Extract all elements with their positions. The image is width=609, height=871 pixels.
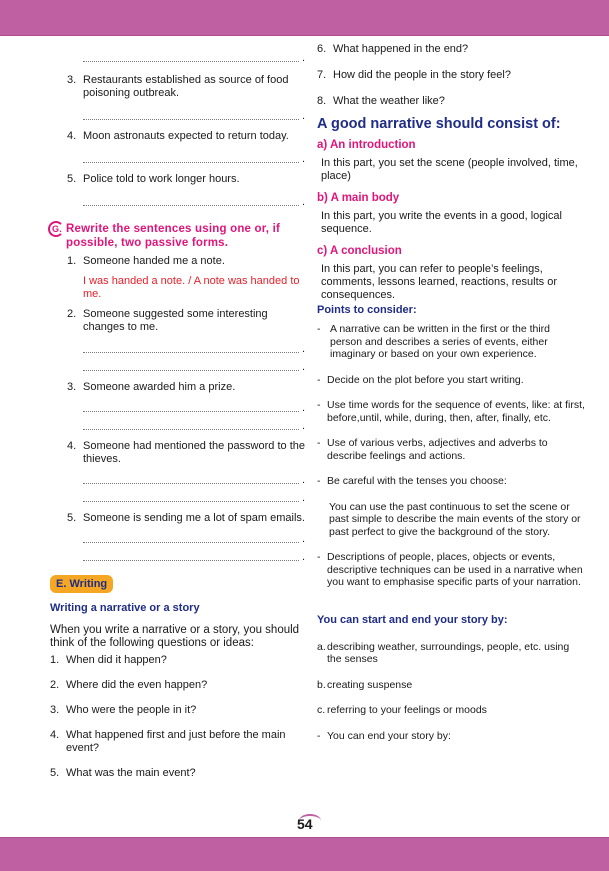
part-body-conclusion: In this part, you can refer to people’s feelings, comments, lessons learned, reactions, results or consequences. <box>321 263 557 301</box>
part-title-conclusion: c) A conclusion <box>317 245 402 257</box>
part-body-main-body: In this part, you write the events in a good, logical sequence. <box>321 210 562 235</box>
point-text: A narrative can be written in the first or the third person and describes a series of events, either imaginary or based on your own experience. <box>330 323 551 360</box>
page-number: 54 <box>297 816 313 832</box>
item-number: 5. <box>67 173 77 185</box>
item-number: 4. <box>50 729 60 741</box>
item-number: 5. <box>50 767 60 779</box>
item-text: Someone had mentioned the password to the thieves. <box>83 440 305 465</box>
point-5 <box>317 475 585 488</box>
item-text: creating suspense <box>327 678 413 691</box>
answer-line[interactable] <box>83 494 299 502</box>
dash-bullet: - <box>317 729 321 742</box>
answer-line[interactable] <box>83 54 299 62</box>
item-text: When did it happen? <box>66 654 167 666</box>
item-text: What the weather like? <box>333 95 445 107</box>
answer-line[interactable] <box>83 553 299 561</box>
question-4 <box>50 729 305 755</box>
question-8 <box>317 95 585 108</box>
dash-bullet: - <box>317 323 321 335</box>
item-number: 4. <box>67 440 77 452</box>
item-number: 2. <box>50 679 60 691</box>
item-text: describing weather, surroundings, people, etc. using the senses <box>327 640 570 665</box>
right-column <box>317 44 585 742</box>
answer-line[interactable] <box>83 112 299 120</box>
narrative-heading: A good narrative should consist of: <box>317 116 561 132</box>
answer-line[interactable] <box>83 345 299 353</box>
prev-item-3 <box>67 74 305 100</box>
part-title-main-body: b) A main body <box>317 192 400 204</box>
point-text: Use time words for the sequence of events, like: at first, before,until, while, during, then, after, finally, etc. <box>327 399 585 424</box>
item-text: What happened first and just before the main event? <box>66 729 286 754</box>
item-text: referring to your feelings or moods <box>327 704 487 716</box>
item-text: Who were the people in it? <box>66 704 197 716</box>
g-item-5 <box>67 512 305 525</box>
start-item-a <box>317 641 585 666</box>
item-number: 3. <box>50 704 60 716</box>
prev-item-5 <box>67 173 305 186</box>
question-6 <box>317 43 585 56</box>
item-text: Someone suggested some interesting changes to me. <box>83 308 268 333</box>
item-text: Restaurants established as source of food poisoning outbreak. <box>83 74 289 99</box>
item-text: Moon astronauts expected to return today. <box>83 130 289 142</box>
exercise-g-heading <box>48 222 305 250</box>
answer-line[interactable] <box>83 476 299 484</box>
point-text: Decide on the plot before you start writing. <box>327 373 524 386</box>
item-text: Someone is sending me a lot of spam emails. <box>83 512 305 524</box>
item-text: Police told to work longer hours. <box>83 173 240 185</box>
start-item-c <box>317 704 585 717</box>
start-item-b <box>317 679 585 692</box>
answer-line[interactable] <box>83 422 299 430</box>
answer-line[interactable] <box>83 198 299 206</box>
writing-intro: When you write a narrative or a story, you should think of the following questions or ideas: <box>50 624 300 649</box>
question-1 <box>50 654 305 667</box>
item-number: 5. <box>67 512 77 524</box>
item-text: What happened in the end? <box>333 43 469 55</box>
point-6 <box>317 551 585 589</box>
writing-section <box>50 574 305 593</box>
end-line <box>317 730 585 743</box>
point-text: Be careful with the tenses you choose: <box>327 475 507 487</box>
answer-line[interactable] <box>83 535 299 543</box>
points-heading: Points to consider: <box>317 304 417 316</box>
question-5 <box>50 767 305 780</box>
question-2 <box>50 679 305 692</box>
writing-column <box>50 574 305 780</box>
g-item-1 <box>67 255 305 268</box>
item-text: How did the people in the story feel? <box>333 69 511 81</box>
example-answer: I was handed a note. / A note was handed to me. <box>83 275 300 300</box>
exercise-instruction: Rewrite the sentences using one or, if possible, two passive forms. <box>66 223 281 249</box>
bottom-color-band <box>0 837 609 871</box>
item-text: Where did the even happen? <box>66 679 208 691</box>
item-number: 3. <box>67 381 77 393</box>
point-text: Descriptions of people, places, objects or events, descriptive techniques can be used in a narrative when you want to emphasise specific parts of your narration. <box>327 551 583 588</box>
question-3 <box>50 704 305 717</box>
dash-bullet: - <box>317 551 321 563</box>
item-number: 1. <box>50 654 60 666</box>
end-line-text: You can end your story by: <box>327 729 451 742</box>
exercise-letter: G. <box>52 224 62 234</box>
g-item-3 <box>67 381 305 394</box>
item-text: Someone handed me a note. <box>83 255 225 267</box>
section-badge: E. Writing <box>50 575 113 593</box>
point-2 <box>317 374 585 387</box>
writing-subheading: Writing a narrative or a story <box>50 602 200 614</box>
item-label: b. <box>317 678 326 691</box>
point-3 <box>317 399 585 424</box>
item-number: 1. <box>67 255 77 267</box>
item-number: 7. <box>317 69 327 81</box>
item-number: 8. <box>317 95 327 107</box>
item-number: 4. <box>67 130 77 142</box>
item-text: What was the main event? <box>66 767 196 779</box>
point-4 <box>317 437 585 462</box>
question-7 <box>317 69 585 82</box>
item-label: c. <box>317 704 326 716</box>
dash-bullet: - <box>317 373 321 386</box>
dash-bullet: - <box>317 475 321 487</box>
answer-line[interactable] <box>83 363 299 371</box>
item-number: 6. <box>317 43 327 55</box>
g-item-2 <box>67 308 305 334</box>
dash-bullet: - <box>317 399 321 411</box>
top-color-band <box>0 0 609 36</box>
item-number: 3. <box>67 74 77 86</box>
item-number: 2. <box>67 308 77 320</box>
exercise-letter-badge <box>48 221 63 236</box>
tenses-note: You can use the past continuous to set the scene or past simple to describe the main events of the story or past perfect to give the background of the story. <box>329 500 581 538</box>
left-column <box>50 44 305 561</box>
answer-line[interactable] <box>83 404 299 412</box>
start-end-heading: You can start and end your story by: <box>317 613 508 626</box>
part-title-introduction: a) An introduction <box>317 139 416 151</box>
part-body-introduction: In this part, you set the scene (people involved, time, place) <box>321 157 578 182</box>
point-text: Use of various verbs, adjectives and adverbs to describe feelings and actions. <box>327 437 548 462</box>
item-text: Someone awarded him a prize. <box>83 381 236 393</box>
prev-item-4 <box>67 130 305 143</box>
answer-line[interactable] <box>83 155 299 163</box>
point-1 <box>317 323 585 361</box>
g-item-4 <box>67 440 305 466</box>
dash-bullet: - <box>317 437 321 449</box>
item-label: a. <box>317 640 326 653</box>
